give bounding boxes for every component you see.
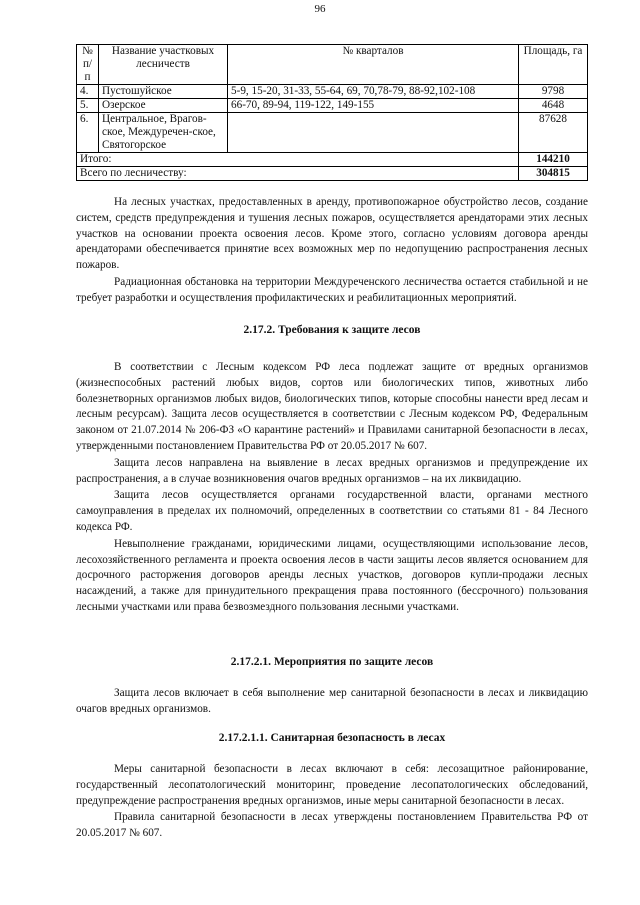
header-num: № п/п bbox=[77, 45, 99, 85]
section-heading: 2.17.2.1. Мероприятия по защите лесов bbox=[230, 656, 434, 668]
row-area: 9798 bbox=[519, 85, 588, 99]
row-area: 4648 bbox=[519, 99, 588, 113]
paragraph: Меры санитарной безопасности в лесах включают в себя: лесозащитное районирование, государственный лесопатологический мониторинг, проведение лесопатологических обследований, предупреждение распространения вредных организмов, иные меры санитарной безопасности в лесах. bbox=[76, 763, 588, 807]
paragraph: На лесных участках, предоставленных в аренду, противопожарное обустройство лесов, создание систем, средств предупреждения и тушения лесных пожаров, осуществляется арендаторами этих лесных участков на основании проекта освоения лесов. Кроме этого, согласно условиям договора аренды арендаторами обеспечивается принятие всех возможных мер по недопущению распространения лесных пожаров. bbox=[76, 196, 588, 272]
paragraph: Защита лесов осуществляется органами государственной власти, органами местного самоуправления в пределах их полномочий, определенных в соответствии со статьями 81 - 84 Лесного кодекса РФ. bbox=[76, 489, 588, 533]
text-block-sanitary bbox=[76, 762, 588, 842]
total-value: 144210 bbox=[519, 153, 588, 167]
header-area: Площадь, га bbox=[519, 45, 588, 85]
table-row bbox=[77, 113, 588, 153]
paragraph: Правила санитарной безопасности в лесах утверждены постановлением Правительства РФ от 20.05.2017 № 607. bbox=[76, 811, 588, 840]
paragraph: Защита лесов включает в себя выполнение мер санитарной безопасности в лесах и ликвидацию очагов вредных организмов. bbox=[76, 687, 588, 715]
row-num: 5. bbox=[77, 99, 99, 113]
table-header-row bbox=[77, 45, 588, 85]
row-name: Пустошуйское bbox=[99, 85, 228, 99]
row-num: 6. bbox=[77, 113, 99, 153]
row-quarters: 5-9, 15-20, 31-33, 55-64, 69, 70,78-79, 88-92,102-108 bbox=[228, 85, 519, 99]
paragraph: Защита лесов направлена на выявление в лесах вредных организмов и предупреждение их распространения, а в случае возникновения очагов вредных организмов – на их ликвидацию. bbox=[76, 456, 588, 485]
forestry-table bbox=[76, 44, 588, 181]
table-total-row bbox=[77, 153, 588, 167]
row-num: 4. bbox=[77, 85, 99, 99]
text-block-forest-protection bbox=[76, 360, 588, 616]
total-label: Итого: bbox=[77, 153, 519, 167]
table-row bbox=[77, 99, 588, 113]
table-grand-total-row bbox=[77, 167, 588, 181]
row-quarters bbox=[228, 113, 519, 153]
row-quarters: 66-70, 89-94, 119-122, 149-155 bbox=[228, 99, 519, 113]
row-area: 87628 bbox=[519, 113, 588, 153]
row-name: Озерское bbox=[99, 99, 228, 113]
section-heading: 2.17.2.1.1. Санитарная безопасность в лесах bbox=[218, 732, 446, 744]
text-block-measures bbox=[76, 686, 588, 718]
paragraph: Невыполнение гражданами, юридическими лицами, осуществляющими использование лесов, лесохозяйственного регламента и проекта освоения лесов в части защиты лесов является основанием для досрочного расторжения договоров аренды лесных участков, договоров купли-продажи лесных насаждений, а также для принудительного прекращения права постоянного (бессрочного) пользования лесными участками или права безвозмездного пользования лесными участками. bbox=[76, 537, 588, 613]
paragraph: Радиационная обстановка на территории Междуреченского лесничества остается стабильной и не требует разработки и осуществления профилактических и реабилитационных мероприятий. bbox=[76, 275, 588, 304]
page-number: 96 bbox=[314, 3, 326, 15]
grand-total-value: 304815 bbox=[519, 167, 588, 181]
header-quarters: № кварталов bbox=[228, 45, 519, 85]
section-heading: 2.17.2. Требования к защите лесов bbox=[243, 324, 421, 336]
row-name: Центральное, Врагов-ское, Междуречен-ское, Святогорское bbox=[99, 113, 228, 153]
grand-total-label: Всего по лесничеству: bbox=[77, 167, 519, 181]
paragraph: В соответствии с Лесным кодексом РФ леса подлежат защите от вредных организмов (жизнеспособных растений любых видов, сортов или биологических типов, животных либо болезнетворных организмов любых видов, биологических типов, которые способны нанести вред лесам и лесным ресурсам). Защита лесов осуществляется в соответствии с Лесным кодексом РФ, Федеральным законом от 21.07.2014 № 206-ФЗ «О карантине растений» и Правилами санитарной безопасности в лесах, утвержденными постановлением Правительства РФ от 20.05.2017 № 607. bbox=[76, 361, 588, 452]
table-row bbox=[77, 85, 588, 99]
text-block-fire-protection bbox=[76, 195, 588, 307]
header-name: Название участковых лесничеств bbox=[99, 45, 228, 85]
